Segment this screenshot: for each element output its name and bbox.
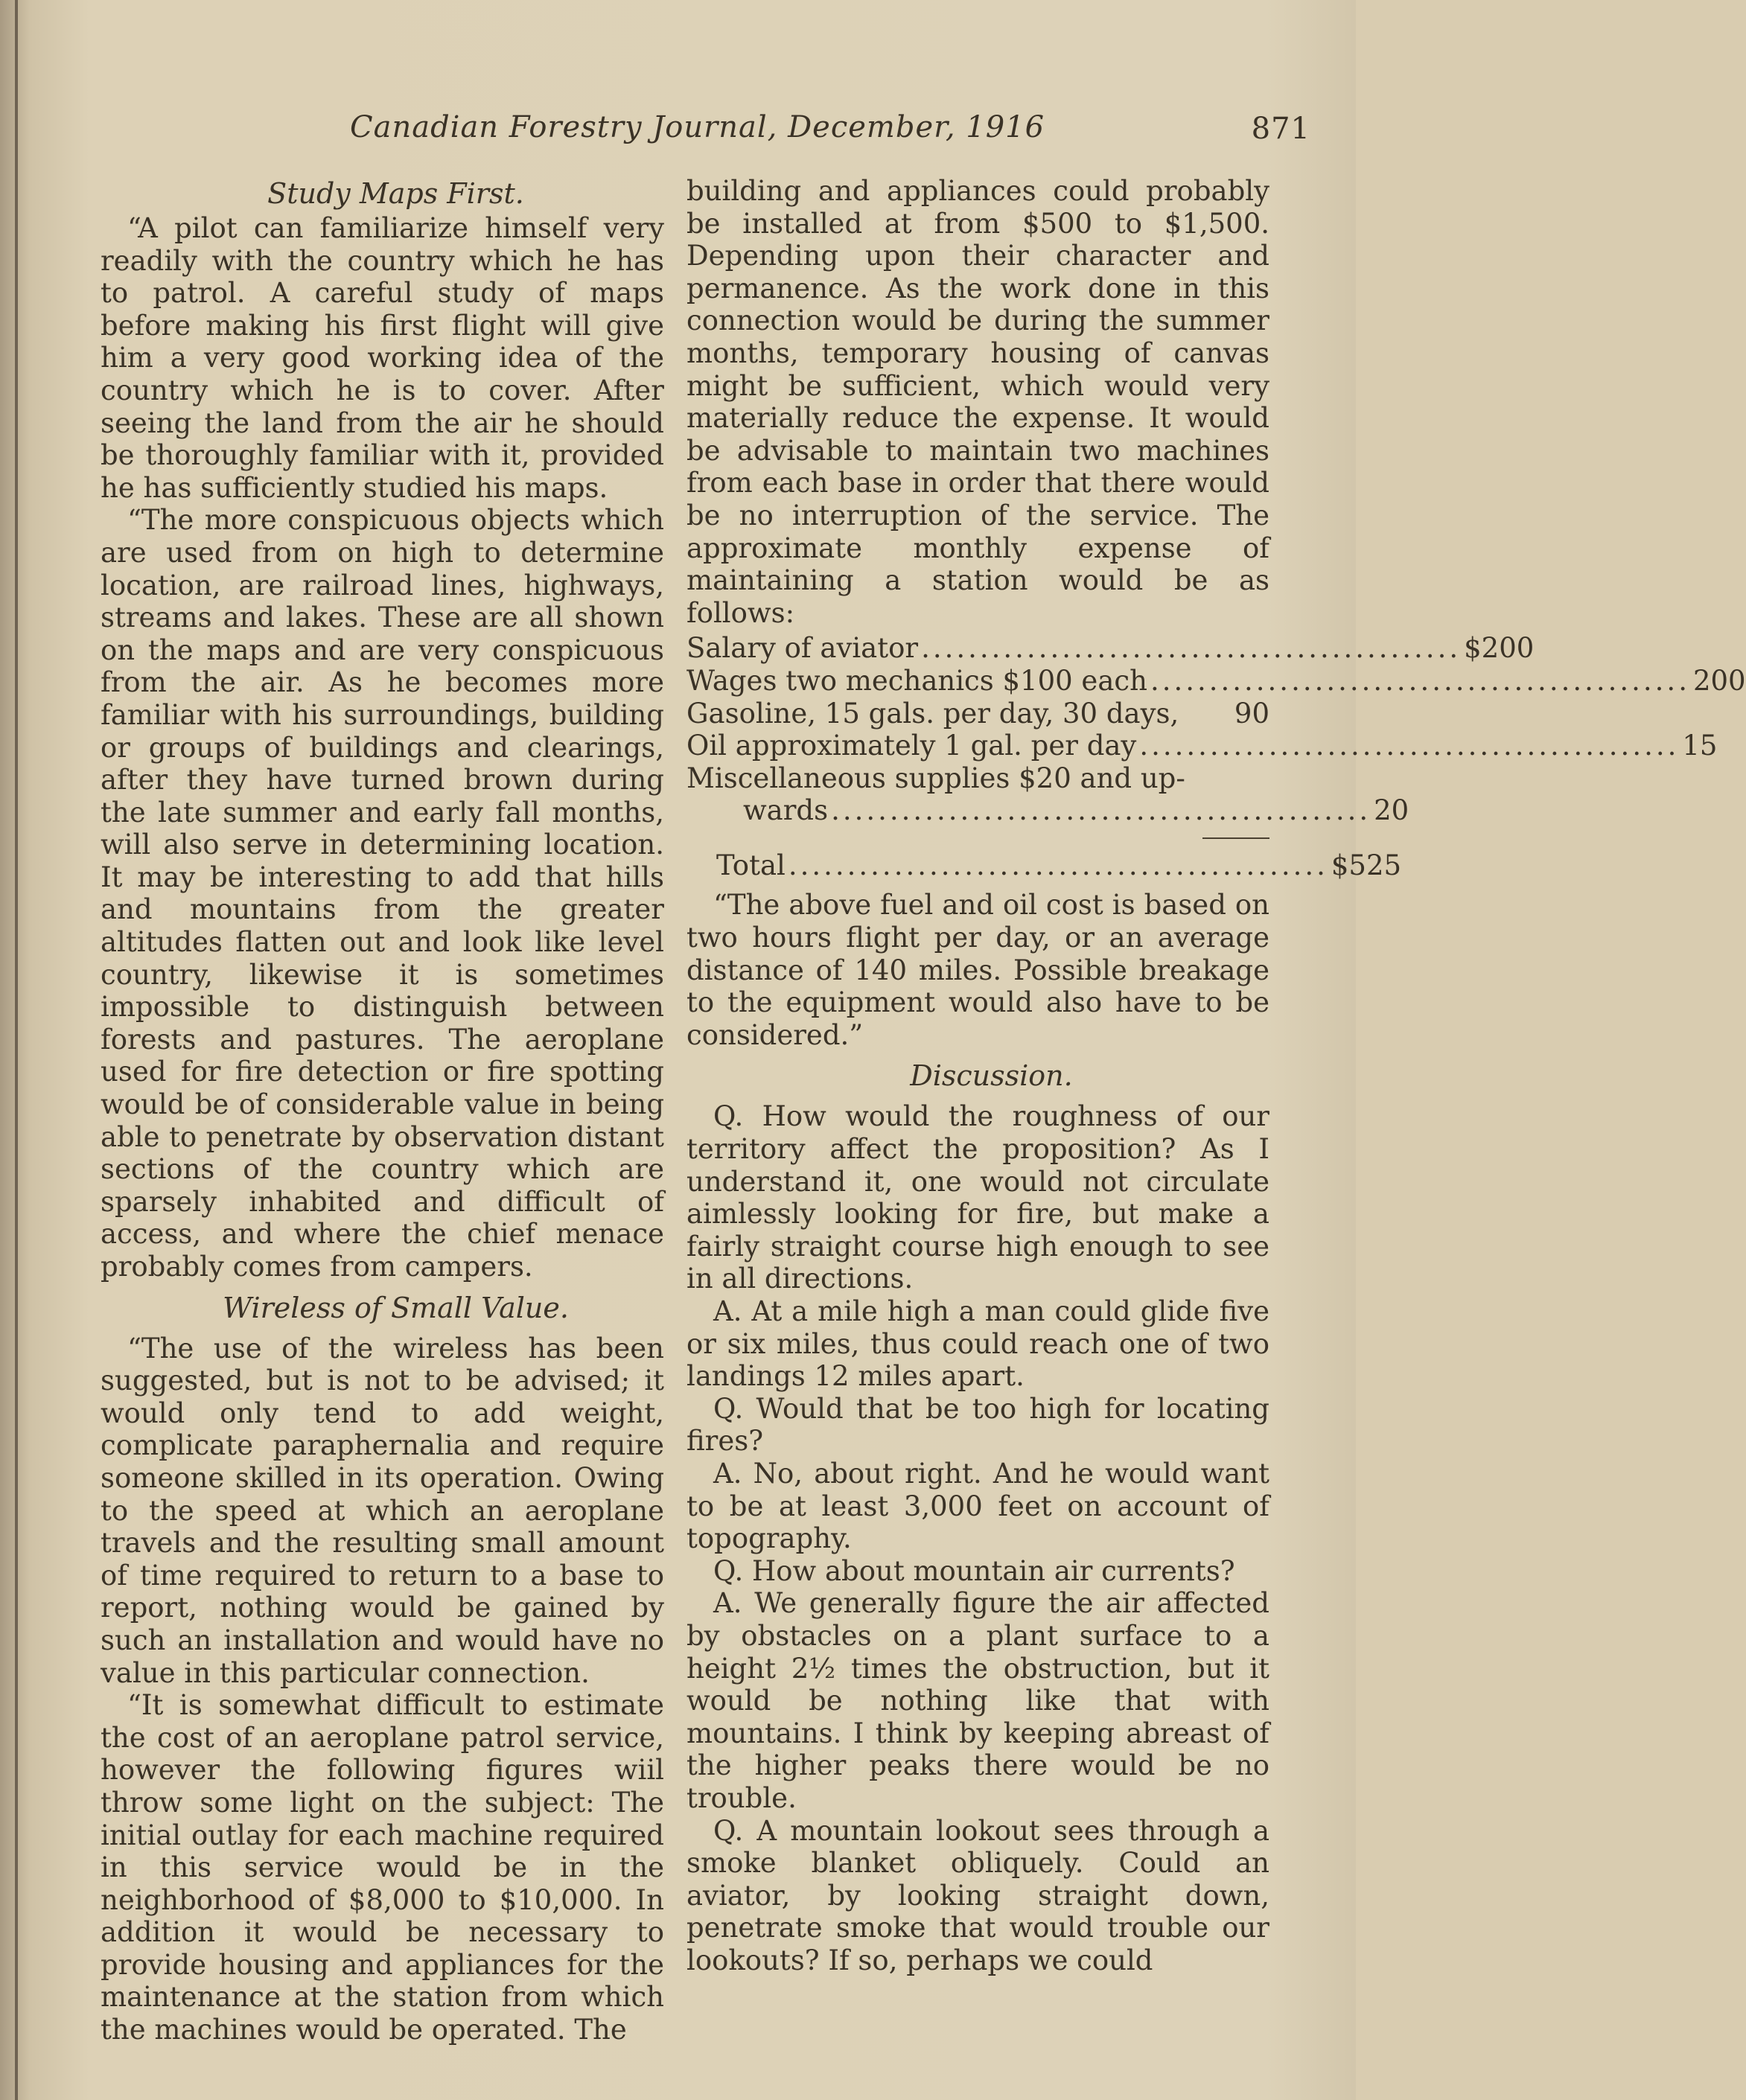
page-number: 871 — [1251, 112, 1310, 146]
answer: A. No, about right. And he would want to be at least 3,000 feet on account of topography. — [686, 1457, 1269, 1555]
left-column — [101, 175, 664, 2046]
expense-amount: 15 — [1682, 730, 1718, 762]
leader-dots: .............................................. — [921, 632, 1462, 665]
expense-amount: 200 — [1692, 664, 1746, 697]
expense-row — [686, 664, 1746, 698]
expense-label: Oil approximately 1 gal. per day — [686, 730, 1137, 762]
leader-dots: .............................................. — [1150, 664, 1690, 697]
total-row — [686, 849, 1402, 882]
expense-table — [686, 632, 1746, 881]
expense-row — [686, 698, 1269, 730]
expense-row — [686, 632, 1535, 665]
leader-dots: .............................................. — [788, 849, 1328, 881]
journal-title: Canadian Forestry Journal, December, 1916 — [350, 110, 1045, 144]
expense-row — [686, 762, 1269, 795]
paragraph: “It is somewhat difficult to estimate the cost of an aeroplane patrol service, however the following figures wiil throw some light on the subject: The initial outlay for each machine required in this service would be in the neighborhood of $8,000 to $10,000. In addition it would be necessary to provide housing and appliances for the maintenance at the station from which the machines would be operated. The — [101, 1689, 664, 2046]
expense-label: Gasoline, 15 gals. per day, 30 days, — [686, 697, 1179, 730]
expense-row — [686, 730, 1718, 762]
expense-amount: $200 — [1464, 632, 1535, 665]
binding-edge — [15, 0, 18, 2100]
paragraph: building and appliances could probably be installed at from $500 to $1,500. Depending upon their character and permanence. As the work done in this connection would be during the summer months, temporary housing of canvas might be sufficient, which would very materially reduce the expense. It would be advisable to maintain two machines from each base in order that there would be no interruption of the service. The approximate monthly expense of maintaining a station would be as follows: — [686, 175, 1269, 629]
right-column — [686, 175, 1746, 1976]
expense-row — [686, 794, 1409, 827]
answer: A. At a mile high a man could glide five or six miles, thus could reach one of two landings 12 miles apart. — [686, 1295, 1269, 1393]
total-amount: $525 — [1331, 849, 1402, 881]
expense-label: Salary of aviator — [686, 632, 919, 665]
running-head — [350, 110, 1310, 155]
subheading-discussion: Discussion. — [910, 1059, 1073, 1093]
expense-label: Wages two mechanics $100 each — [686, 664, 1147, 697]
expense-amount: 20 — [1374, 794, 1409, 827]
total-rule — [1202, 837, 1269, 839]
paragraph: “The above fuel and oil cost is based on two hours flight per day, or an average distance of 140 miles. Possible breakage to the equipment would also have to be considered.” — [686, 889, 1269, 1051]
subheading-wireless: Wireless of Small Value. — [223, 1291, 569, 1324]
paragraph: “The more conspicuous objects which are used from on high to determine location, are railroad lines, highways, streams and lakes. These are all shown on the maps and are very conspicuous from the air. As he becomes more familiar with his surroundings, building or groups of buildings and clearings, after they have turned brown during the late summer and early fall months, will also serve in determining location. It may be interesting to add that hills and mountains from the greater altitudes flatten out and look like level country, likewise it is sometimes impossible to distinguish between forests and pastures. The aeroplane used for fire detection or fire spotting would be of considerable value in being able to penetrate by observation distant sections of the country which are sparsely inhabited and difficult of access, and where the chief menace probably comes from campers. — [101, 504, 664, 1283]
question: Q. How would the roughness of our territory affect the proposition? As I understand it, one would not circulate aimlessly looking for fire, but make a fairly straight course high enough to see in all directions. — [686, 1100, 1269, 1295]
question: Q. Would that be too high for locating fires? — [686, 1392, 1269, 1458]
expense-label: wards — [743, 794, 829, 827]
expense-label: Miscellaneous supplies $20 and up- — [686, 762, 1185, 794]
leader-dots: .............................................. — [1139, 730, 1680, 762]
expense-amount: 90 — [1234, 697, 1269, 730]
total-label: Total — [716, 849, 786, 881]
question: Q. A mountain lookout sees through a smoke blanket obliquely. Could an aviator, by looking straight down, penetrate smoke that would trouble our lookouts? If so, perhaps we could — [686, 1814, 1269, 1976]
question: Q. How about mountain air currents? — [713, 1554, 1235, 1587]
paragraph: “A pilot can familiarize himself very readily with the country which he has to patrol. A careful study of maps before making his first flight will give him a very good working idea of the country which he is to cover. After seeing the land from the air he should be thoroughly familiar with it, provided he has sufficiently studied his maps. — [101, 212, 664, 504]
subheading-study-maps: Study Maps First. — [267, 177, 524, 210]
leader-dots: .............................................. — [831, 794, 1371, 827]
paragraph: “The use of the wireless has been suggested, but is not to be advised; it would only tend to add weight, complicate paraphernalia and require someone skilled in its operation. Owing to the speed at which an aeroplane travels and the resulting small amount of time required to return to a base to report, nothing would be gained by such an installation and would have no value in this particular connection. — [101, 1332, 664, 1689]
answer: A. We generally figure the air affected by obstacles on a plant surface to a height 2½ times the obstruction, but it would be nothing like that with mountains. I think by keeping abreast of the higher peaks there would be no trouble. — [686, 1587, 1269, 1814]
